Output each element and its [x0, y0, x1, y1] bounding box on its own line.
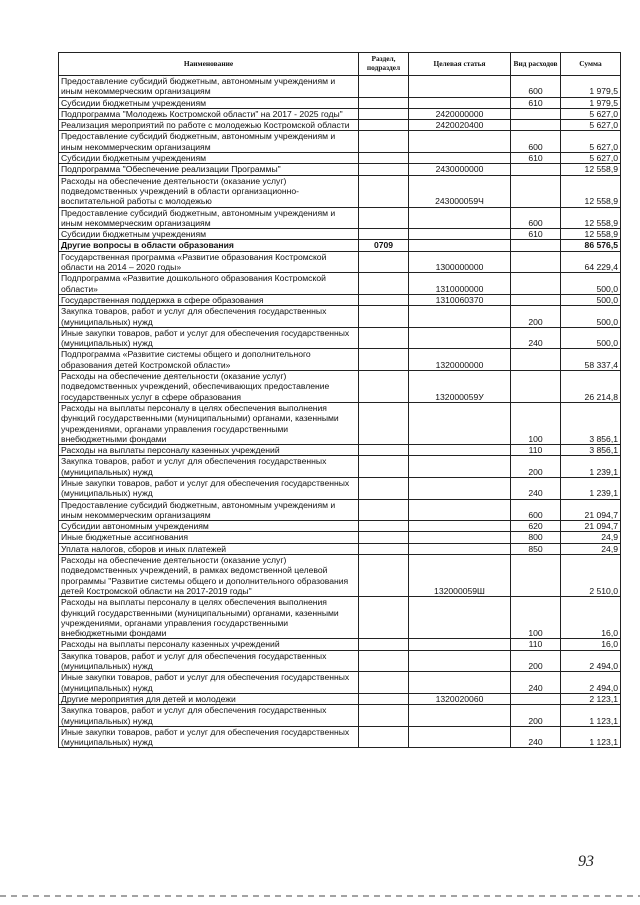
row-target-cell	[409, 207, 511, 229]
table-row	[59, 555, 621, 597]
row-sum-cell: 12 558,9	[561, 229, 621, 240]
row-sum-cell: 21 094,7	[561, 499, 621, 521]
row-sum-cell: 24,9	[561, 543, 621, 554]
row-kind-cell	[511, 555, 561, 597]
row-section-cell	[359, 705, 409, 727]
row-name-cell: Расходы на выплаты персоналу в целях обеспечения выполнения функций государственными (муниципальными) органами, казенными учреждениями, органами управления государственными внебюджетными фондами	[59, 402, 359, 444]
header-section: Раздел, подраздел	[359, 53, 409, 76]
table-row	[59, 294, 621, 305]
row-target-cell	[409, 532, 511, 543]
row-target-cell: 2430000000	[409, 164, 511, 175]
row-name-cell: Субсидии бюджетным учреждениям	[59, 97, 359, 108]
header-name: Наименование	[59, 53, 359, 76]
table-row	[59, 650, 621, 672]
row-kind-cell: 240	[511, 672, 561, 694]
row-sum-cell: 58 337,4	[561, 349, 621, 371]
table-row	[59, 705, 621, 727]
budget-sheet	[58, 52, 620, 748]
row-name-cell: Иные закупки товаров, работ и услуг для обеспечения государственных (муниципальных) нужд	[59, 327, 359, 349]
row-sum-cell: 2 494,0	[561, 650, 621, 672]
row-name-cell: Закупка товаров, работ и услуг для обеспечения государственных (муниципальных) нужд	[59, 306, 359, 328]
table-row	[59, 456, 621, 478]
row-target-cell	[409, 153, 511, 164]
row-name-cell: Реализация мероприятий по работе с молодежью Костромской области	[59, 120, 359, 131]
table-row	[59, 251, 621, 273]
row-section-cell	[359, 521, 409, 532]
row-kind-cell: 100	[511, 597, 561, 639]
table-header-row	[59, 53, 621, 76]
row-kind-cell: 600	[511, 131, 561, 153]
row-kind-cell	[511, 294, 561, 305]
table-row	[59, 693, 621, 704]
page-number: 93	[578, 853, 594, 870]
row-kind-cell: 620	[511, 521, 561, 532]
row-kind-cell	[511, 164, 561, 175]
row-section-cell	[359, 543, 409, 554]
row-target-cell	[409, 726, 511, 748]
row-target-cell	[409, 543, 511, 554]
table-row	[59, 445, 621, 456]
row-name-cell: Расходы на обеспечение деятельности (оказание услуг) подведомственных учреждений, обеспечивающих предоставление государственных услуг в сфере образования	[59, 371, 359, 403]
row-kind-cell: 800	[511, 532, 561, 543]
row-section-cell	[359, 273, 409, 295]
row-kind-cell: 610	[511, 97, 561, 108]
row-kind-cell: 240	[511, 726, 561, 748]
table-row	[59, 164, 621, 175]
table-row	[59, 371, 621, 403]
table-row	[59, 97, 621, 108]
row-target-cell	[409, 402, 511, 444]
row-section-cell	[359, 639, 409, 650]
row-name-cell: Субсидии автономным учреждениям	[59, 521, 359, 532]
row-kind-cell	[511, 120, 561, 131]
table-row	[59, 349, 621, 371]
table-row	[59, 108, 621, 119]
row-target-cell	[409, 672, 511, 694]
row-target-cell	[409, 240, 511, 251]
row-section-cell	[359, 327, 409, 349]
row-name-cell: Другие мероприятия для детей и молодежи	[59, 693, 359, 704]
table-row	[59, 240, 621, 251]
row-sum-cell: 12 558,9	[561, 175, 621, 207]
row-kind-cell: 100	[511, 402, 561, 444]
row-sum-cell: 2 123,1	[561, 693, 621, 704]
row-sum-cell: 500,0	[561, 306, 621, 328]
row-sum-cell: 12 558,9	[561, 207, 621, 229]
row-section-cell	[359, 456, 409, 478]
header-target: Целевая статья	[409, 53, 511, 76]
row-section-cell	[359, 251, 409, 273]
row-kind-cell: 600	[511, 207, 561, 229]
table-row	[59, 726, 621, 748]
row-kind-cell: 600	[511, 499, 561, 521]
row-name-cell: Закупка товаров, работ и услуг для обеспечения государственных (муниципальных) нужд	[59, 705, 359, 727]
row-kind-cell	[511, 693, 561, 704]
row-sum-cell: 1 979,5	[561, 97, 621, 108]
row-section-cell	[359, 306, 409, 328]
row-name-cell: Уплата налогов, сборов и иных платежей	[59, 543, 359, 554]
row-section-cell: 0709	[359, 240, 409, 251]
row-name-cell: Расходы на выплаты персоналу в целях обеспечения выполнения функций государственными (муниципальными) органами, казенными учреждениями, органами управления государственными внебюджетными фондами	[59, 597, 359, 639]
row-section-cell	[359, 349, 409, 371]
row-sum-cell: 1 239,1	[561, 477, 621, 499]
row-section-cell	[359, 164, 409, 175]
row-target-cell: 132000059Ш	[409, 555, 511, 597]
row-sum-cell: 12 558,9	[561, 164, 621, 175]
header-kind: Вид расходов	[511, 53, 561, 76]
row-kind-cell: 240	[511, 327, 561, 349]
row-kind-cell	[511, 349, 561, 371]
table-row	[59, 532, 621, 543]
row-target-cell	[409, 456, 511, 478]
row-section-cell	[359, 555, 409, 597]
row-name-cell: Иные закупки товаров, работ и услуг для обеспечения государственных (муниципальных) нужд	[59, 726, 359, 748]
row-kind-cell: 610	[511, 153, 561, 164]
row-kind-cell	[511, 240, 561, 251]
row-kind-cell	[511, 371, 561, 403]
row-sum-cell: 1 123,1	[561, 726, 621, 748]
row-target-cell	[409, 445, 511, 456]
table-row	[59, 672, 621, 694]
row-sum-cell: 64 229,4	[561, 251, 621, 273]
row-sum-cell: 16,0	[561, 639, 621, 650]
row-sum-cell: 5 627,0	[561, 108, 621, 119]
row-target-cell	[409, 705, 511, 727]
row-kind-cell: 110	[511, 639, 561, 650]
row-kind-cell	[511, 108, 561, 119]
row-name-cell: Расходы на выплаты персоналу казенных учреждений	[59, 445, 359, 456]
row-name-cell: Закупка товаров, работ и услуг для обеспечения государственных (муниципальных) нужд	[59, 650, 359, 672]
row-sum-cell: 2 510,0	[561, 555, 621, 597]
row-target-cell: 2420000000	[409, 108, 511, 119]
row-name-cell: Расходы на обеспечение деятельности (оказание услуг) подведомственных учреждений в области организационно-воспитательной работы с молодежью	[59, 175, 359, 207]
row-target-cell	[409, 477, 511, 499]
row-kind-cell: 200	[511, 456, 561, 478]
row-target-cell	[409, 650, 511, 672]
row-kind-cell	[511, 175, 561, 207]
row-target-cell: 243000059Ч	[409, 175, 511, 207]
row-section-cell	[359, 120, 409, 131]
row-kind-cell	[511, 273, 561, 295]
row-target-cell: 1310000000	[409, 273, 511, 295]
table-row	[59, 639, 621, 650]
row-name-cell: Предоставление субсидий бюджетным, автономным учреждениям и иным некоммерческим организациям	[59, 499, 359, 521]
row-section-cell	[359, 726, 409, 748]
row-sum-cell: 1 123,1	[561, 705, 621, 727]
row-section-cell	[359, 445, 409, 456]
row-kind-cell: 200	[511, 705, 561, 727]
row-target-cell: 1320020060	[409, 693, 511, 704]
row-target-cell	[409, 306, 511, 328]
row-sum-cell: 3 856,1	[561, 445, 621, 456]
row-section-cell	[359, 131, 409, 153]
row-section-cell	[359, 402, 409, 444]
row-section-cell	[359, 108, 409, 119]
row-kind-cell	[511, 251, 561, 273]
row-target-cell	[409, 76, 511, 98]
row-sum-cell: 24,9	[561, 532, 621, 543]
row-kind-cell: 610	[511, 229, 561, 240]
row-kind-cell: 200	[511, 306, 561, 328]
row-kind-cell: 600	[511, 76, 561, 98]
row-sum-cell: 5 627,0	[561, 131, 621, 153]
table-row	[59, 207, 621, 229]
row-section-cell	[359, 229, 409, 240]
row-kind-cell: 850	[511, 543, 561, 554]
row-sum-cell: 16,0	[561, 597, 621, 639]
row-target-cell	[409, 229, 511, 240]
row-target-cell	[409, 597, 511, 639]
table-row	[59, 499, 621, 521]
table-row	[59, 402, 621, 444]
row-sum-cell: 5 627,0	[561, 153, 621, 164]
row-name-cell: Государственная программа «Развитие образования Костромской области на 2014 – 2020 годы»	[59, 251, 359, 273]
row-target-cell	[409, 327, 511, 349]
row-name-cell: Подпрограмма «Развитие системы общего и дополнительного образования детей Костромской области»	[59, 349, 359, 371]
budget-table	[58, 52, 621, 748]
row-target-cell	[409, 97, 511, 108]
row-kind-cell: 200	[511, 650, 561, 672]
table-row	[59, 597, 621, 639]
header-sum: Сумма	[561, 53, 621, 76]
row-target-cell	[409, 499, 511, 521]
row-section-cell	[359, 294, 409, 305]
row-sum-cell: 86 576,5	[561, 240, 621, 251]
row-sum-cell: 21 094,7	[561, 521, 621, 532]
row-section-cell	[359, 672, 409, 694]
row-name-cell: Подпрограмма «Развитие дошкольного образования Костромской области»	[59, 273, 359, 295]
table-row	[59, 306, 621, 328]
row-target-cell: 1310060370	[409, 294, 511, 305]
table-row	[59, 327, 621, 349]
row-section-cell	[359, 76, 409, 98]
row-name-cell: Государственная поддержка в сфере образования	[59, 294, 359, 305]
table-row	[59, 229, 621, 240]
row-sum-cell: 1 979,5	[561, 76, 621, 98]
row-section-cell	[359, 597, 409, 639]
row-section-cell	[359, 477, 409, 499]
row-name-cell: Субсидии бюджетным учреждениям	[59, 153, 359, 164]
row-section-cell	[359, 499, 409, 521]
table-row	[59, 76, 621, 98]
row-name-cell: Предоставление субсидий бюджетным, автономным учреждениям и иным некоммерческим организациям	[59, 76, 359, 98]
row-sum-cell: 1 239,1	[561, 456, 621, 478]
table-row	[59, 120, 621, 131]
row-name-cell: Иные закупки товаров, работ и услуг для обеспечения государственных (муниципальных) нужд	[59, 477, 359, 499]
row-name-cell: Подпрограмма "Обеспечение реализации Программы"	[59, 164, 359, 175]
row-section-cell	[359, 693, 409, 704]
table-row	[59, 521, 621, 532]
row-sum-cell: 3 856,1	[561, 402, 621, 444]
table-row	[59, 543, 621, 554]
row-name-cell: Подпрограмма "Молодежь Костромской области" на 2017 - 2025 годы"	[59, 108, 359, 119]
row-name-cell: Другие вопросы в области образования	[59, 240, 359, 251]
row-section-cell	[359, 650, 409, 672]
table-row	[59, 153, 621, 164]
row-section-cell	[359, 207, 409, 229]
table-row	[59, 477, 621, 499]
row-sum-cell: 500,0	[561, 327, 621, 349]
scan-edge-line	[0, 895, 640, 897]
table-body	[59, 76, 621, 748]
row-name-cell: Расходы на выплаты персоналу казенных учреждений	[59, 639, 359, 650]
row-sum-cell: 500,0	[561, 273, 621, 295]
row-sum-cell: 2 494,0	[561, 672, 621, 694]
row-name-cell: Иные закупки товаров, работ и услуг для обеспечения государственных (муниципальных) нужд	[59, 672, 359, 694]
row-target-cell	[409, 639, 511, 650]
row-section-cell	[359, 153, 409, 164]
row-name-cell: Предоставление субсидий бюджетным, автономным учреждениям и иным некоммерческим организациям	[59, 207, 359, 229]
row-target-cell	[409, 131, 511, 153]
table-row	[59, 273, 621, 295]
row-section-cell	[359, 532, 409, 543]
row-name-cell: Расходы на обеспечение деятельности (оказание услуг) подведомственных учреждений, в рамках ведомственной целевой программы "Развитие системы общего и дополнительного образования детей Костромской области на 2017-2019 годы"	[59, 555, 359, 597]
row-target-cell	[409, 521, 511, 532]
row-target-cell: 132000059У	[409, 371, 511, 403]
row-sum-cell: 5 627,0	[561, 120, 621, 131]
table-row	[59, 131, 621, 153]
row-kind-cell: 110	[511, 445, 561, 456]
row-sum-cell: 500,0	[561, 294, 621, 305]
row-target-cell: 2420020400	[409, 120, 511, 131]
row-name-cell: Иные бюджетные ассигнования	[59, 532, 359, 543]
row-name-cell: Субсидии бюджетным учреждениям	[59, 229, 359, 240]
row-section-cell	[359, 175, 409, 207]
row-target-cell: 1320000000	[409, 349, 511, 371]
row-name-cell: Закупка товаров, работ и услуг для обеспечения государственных (муниципальных) нужд	[59, 456, 359, 478]
row-section-cell	[359, 97, 409, 108]
row-section-cell	[359, 371, 409, 403]
table-row	[59, 175, 621, 207]
row-name-cell: Предоставление субсидий бюджетным, автономным учреждениям и иным некоммерческим организациям	[59, 131, 359, 153]
row-sum-cell: 26 214,8	[561, 371, 621, 403]
row-target-cell: 1300000000	[409, 251, 511, 273]
row-kind-cell: 240	[511, 477, 561, 499]
